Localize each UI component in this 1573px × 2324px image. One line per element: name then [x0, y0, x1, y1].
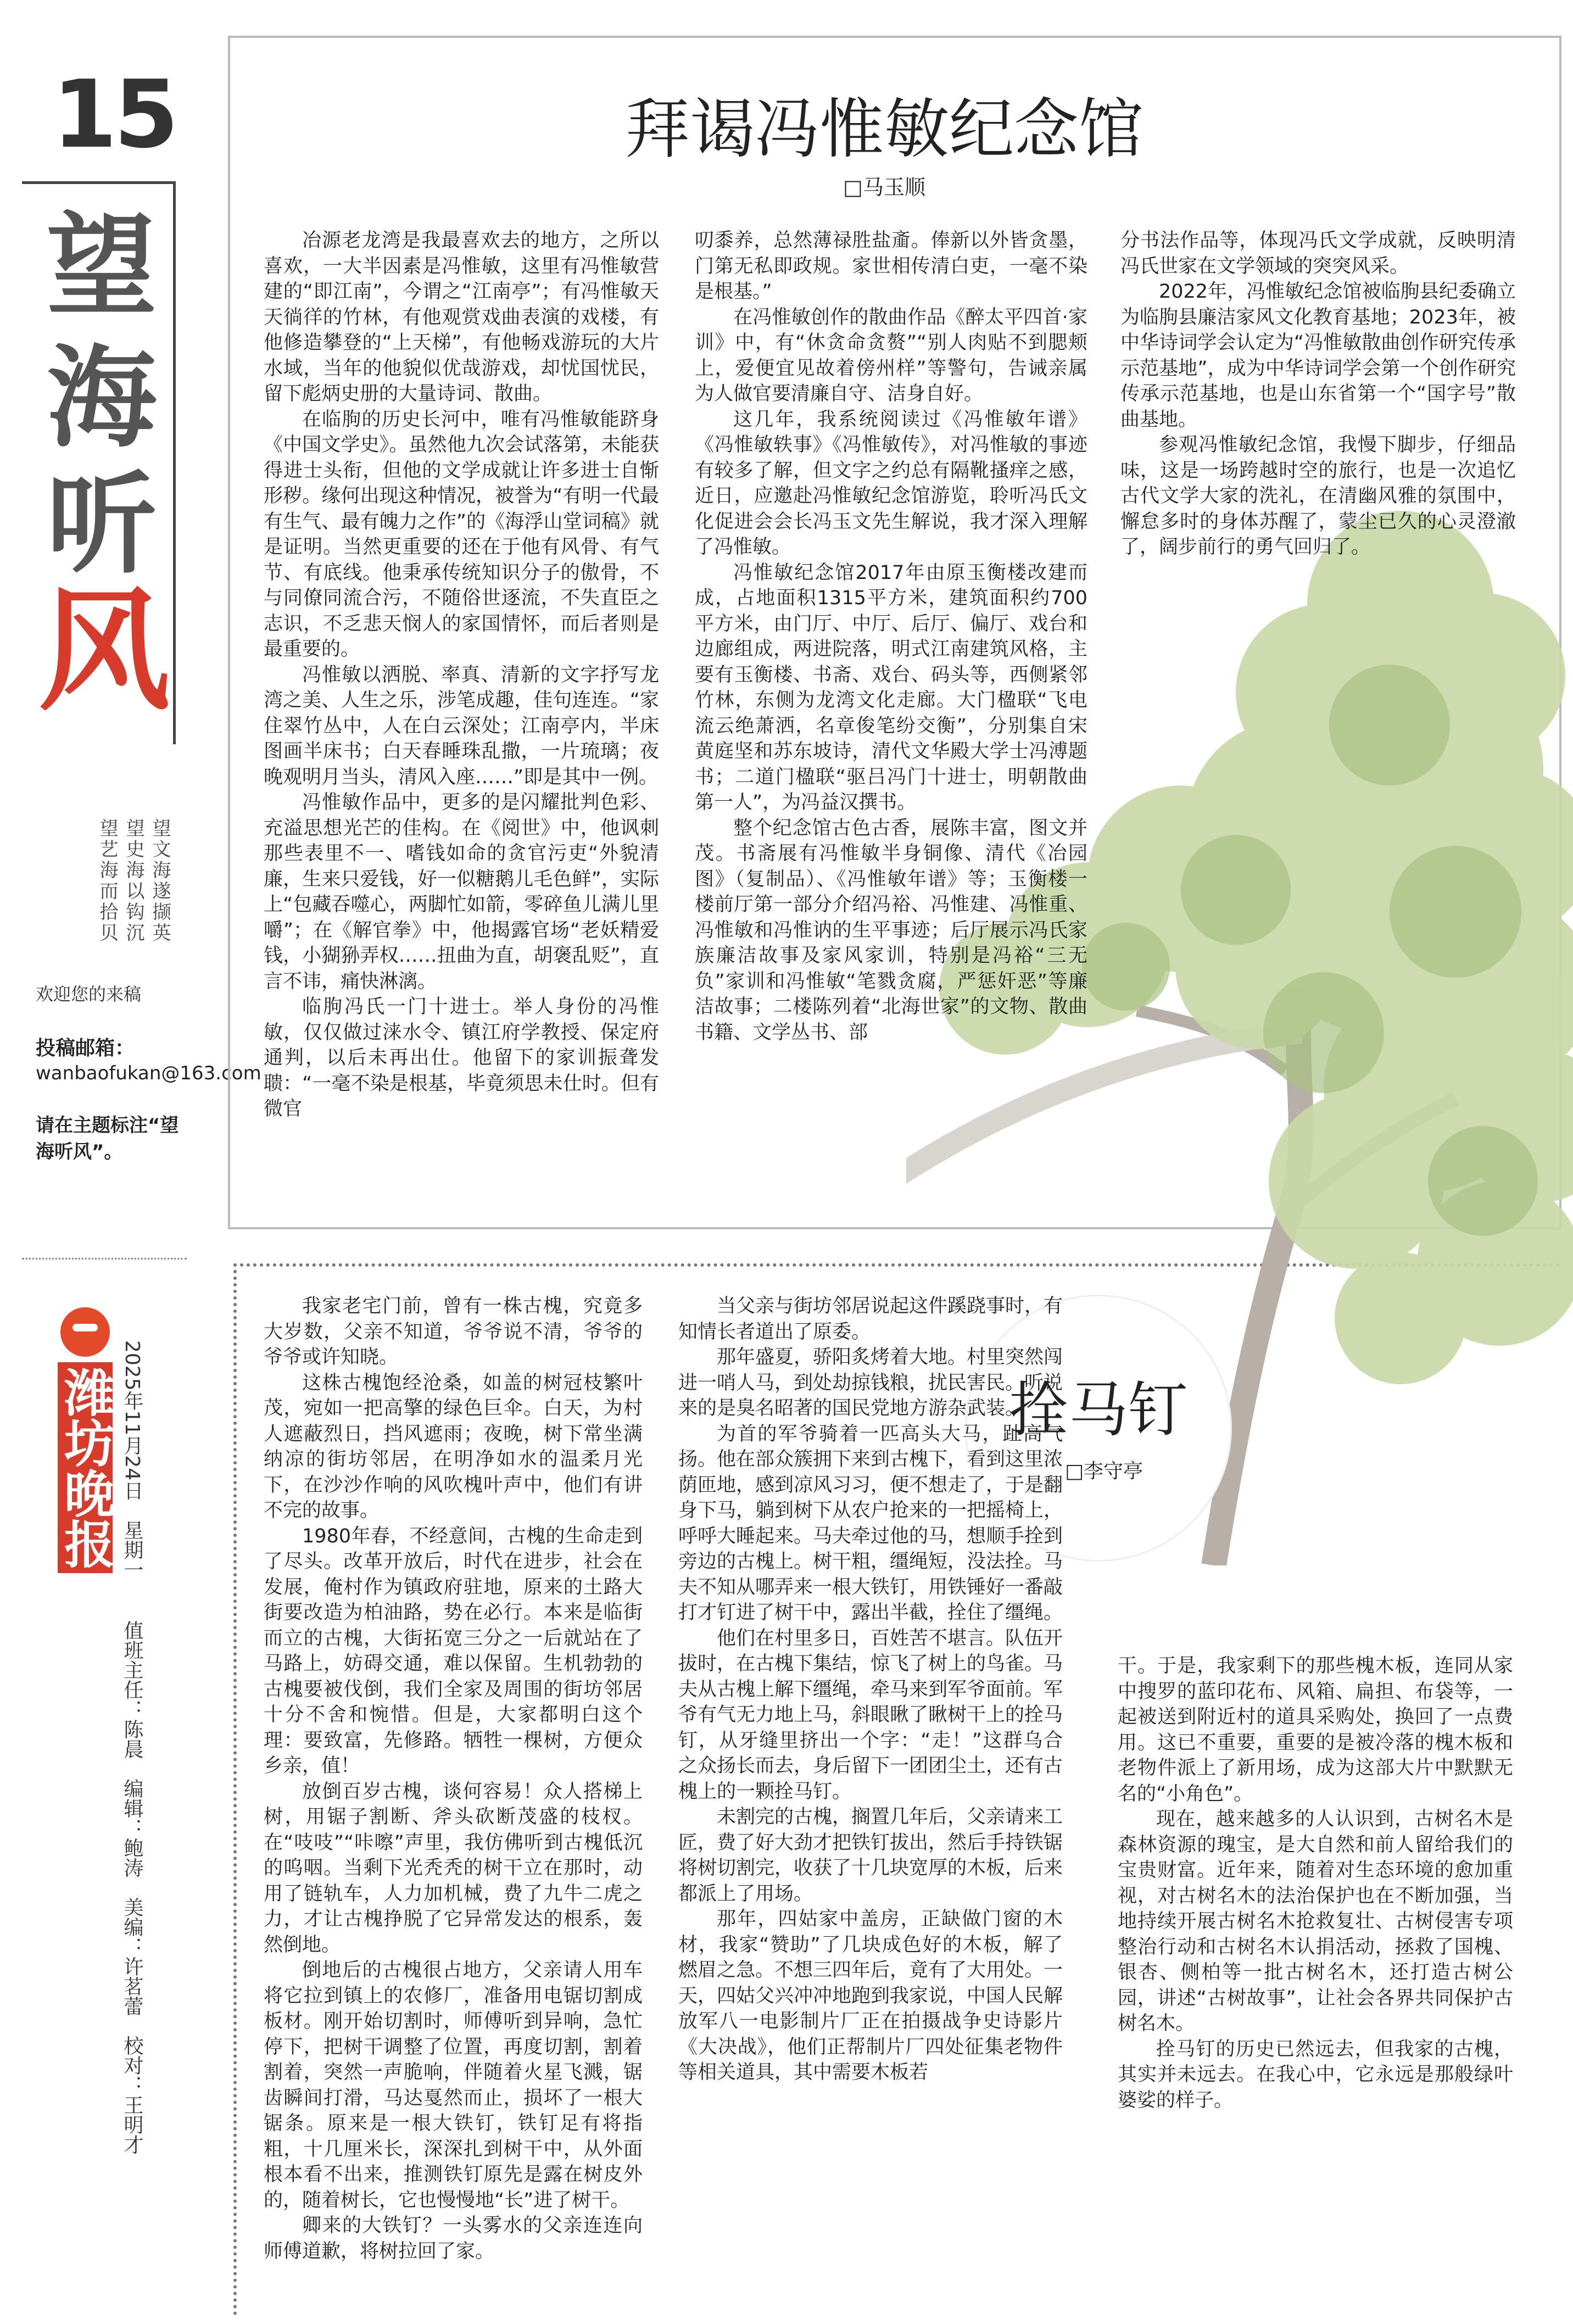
newspaper-name: 潍坊晚报 — [58, 1362, 113, 1573]
paragraph: 拴马钉的历史已然远去，但我家的古槐，其实并未远去。在我心中，它永远是那般绿叶婆娑的样子。 — [1118, 2038, 1513, 2111]
paragraph: 临朐冯氏一门十进士。举人身份的冯惟敏，仅仅做过涞水令、镇江府学教授、保定府通判，以后未再出仕。他留下的家训振聋发聩：“一毫不染是根基，毕竟须思未仕时。但有微官 — [264, 996, 659, 1120]
article2-title: 拴马钉 — [1009, 1376, 1187, 1445]
paragraph: 放倒百岁古槐，谈何容易！众人搭梯上树，用锯子割断、斧头砍断茂盛的枝杈。在“吱吱”“咔嚓”声里，我仿佛听到古槐低沉的呜咽。当剩下光秃秃的树干立在那时，动用了链轨车，人力加机械，费了九牛二虎之力，才让古槐挣脱了它异常发达的根系，轰然倒地。 — [264, 1780, 643, 1956]
section-title-char-4: 风 — [38, 573, 171, 728]
paragraph: 分书法作品等，体现冯氏文学成就，反映明清冯氏世家在文学领域的突突风采。 — [1120, 230, 1516, 277]
paragraph: 冶源老龙湾是我最喜欢去的地方，之所以喜欢，一大半因素是冯惟敏，这里有冯惟敏营建的“即江南”，今谓之“江南亭”；有冯惟敏天天徜徉的竹林，有他观赏戏曲表演的戏楼，有他修造攀登的“上天梯”，有他畅戏游玩的大片水域，当年的他貌似优哉游戏，却忧国忧民，留下彪炳史册的大量诗词、散曲。 — [264, 230, 659, 405]
paragraph: 在临朐的历史长河中，唯有冯惟敏能跻身《中国文学史》。虽然他九次会试落第，未能获得进士头衔，但他的文学成就让许多进士自惭形秽。缘何出现这种情况，被誉为“有明一代最有生气、最有魄力之作”的《海浮山堂词稿》就是证明。当然更重要的还在于他有风骨、有气节、有底线。他秉承传统知识分子的傲骨，不与同僚同流合污，不随俗世逐流，不失直臣之志识，不乏悲天悯人的家国情怀，而后者则是最重要的。 — [264, 408, 659, 660]
paragraph: 冯惟敏以洒脱、率真、清新的文字抒写龙湾之美、人生之乐，涉笔成趣，佳句连连。“家住翠竹丛中，人在白云深处；江南亭内，半床图画半床书；白天春睡珠乱撒，一片琉璃；夜晚观明月当头，清风入座……”即是其中一例。 — [264, 664, 659, 788]
submit-email[interactable]: wanbaofukan@163.com — [36, 1062, 261, 1084]
submit-label: 投稿邮箱： — [36, 1037, 135, 1060]
section-title-char-1: 望 — [46, 202, 157, 331]
paragraph: 现在，越来越多的人认识到，古树名木是森林资源的瑰宝，是大自然和前人留给我们的宝贵财富。近年来，随着对生态环境的愈加重视，对古树名木的法治保护也在不断加强，当地持续开展古树名木抢救复壮、古树侵害专项整治行动和古树名木认捐活动，拯救了国槐、银杏、侧柏等一批古树名木，还打造古树公园，讲述“古树故事”，让社会各界共同保护古树名木。 — [1118, 1808, 1513, 2035]
paragraph: 2022年，冯惟敏纪念馆被临朐县纪委确立为临朐县廉洁家风文化教育基地；2023年，被中华诗词学会认定为“冯惟敏散曲创作研究传承示范基地”，成为中华诗词学会第一个创作研究传承示范基地，也是山东省第一个“国字号”散曲基地。 — [1120, 281, 1516, 431]
paragraph: 冯惟敏作品中，更多的是闪耀批判色彩、充溢思想光芒的佳构。在《阅世》中，他讽刺那些表里不一、嗜钱如命的贪官污吏“外貌清廉，生来只爱钱，好一似糖鹅儿毛色鲜”，实际上“包藏吞噬心，两脚忙如箭，零碎鱼儿满儿里嚼”；在《解官拳》中，他揭露官场“老妖精爱钱，小猢狲弄权……扭曲为直，胡褒乱贬”，直言不讳，痛快淋漓。 — [264, 792, 659, 993]
divider — [22, 1258, 187, 1259]
paragraph: 参观冯惟敏纪念馆，我慢下脚步，仔细品味，这是一场跨越时空的旅行，也是一次追忆古代文学大家的洗礼，在清幽风雅的氛围中，懈怠多时的身体苏醒了，蒙尘已久的心灵澄澈了，阔步前行的勇气回归了。 — [1120, 434, 1516, 558]
article1-column-1 — [264, 228, 659, 1122]
section-motto: 望文海遂撷英 望史海以钩沉 望艺海而拾贝 — [96, 818, 171, 944]
article2-column-1 — [264, 1294, 643, 2264]
paragraph: 整个纪念馆古色古香，展陈丰富，图文并茂。书斋展有冯惟敏半身铜像、清代《冶园图》（复制品）、《冯惟敏年谱》等；玉衡楼一楼前厅第一部分介绍冯裕、冯惟建、冯惟重、冯惟敏和冯惟讷的生平事迹；后厅展示冯氏家族廉洁故事及家风家训，特别是冯裕“三无负”家训和冯惟敏“笔戮贪腐，严惩奸恶”等廉洁故事；二楼陈列着“北海世家”的文物、散曲书籍、文学丛书、部 — [695, 817, 1087, 1044]
paragraph: 在冯惟敏创作的散曲作品《醉太平四首·家训》中，有“休贪命贪赘”“别人肉贴不到腮颊上，爱便宜见故着傍州样”等警句，告诫亲属为人做官要清廉自守、洁身自好。 — [695, 306, 1087, 405]
paragraph: 冯惟敏纪念馆2017年由原玉衡楼改建而成，占地面积1315平方米，建筑面积约700平方米，由门厅、中厅、后厅、偏厅、戏台和边廊组成，两进院落，明式江南建筑风格，主要有玉衡楼、书斋、戏台、码头等，西侧紧邻竹林，东侧为龙湾文化走廊。大门楹联“飞电流云绝萧洒，名章俊笔纷交衡”，分别集自宋黄庭坚和苏东坡诗，清代文华殿大学士冯溥题书；二道门楹联“驱吕冯门十进士，明朝散曲第一人”，为冯益汉撰书。 — [695, 561, 1087, 813]
article2-author: □李守亭 — [1064, 1460, 1143, 1483]
staff-credits: 值班主任：陈晨 编辑：鲍涛 美编：许茗蕾 校对：王明才 — [121, 1620, 143, 2154]
paragraph: 那年盛夏，骄阳炙烤着大地。村里突然闯进一哨人马，到处劫掠钱粮，扰民害民。听说来的是臭名昭著的国民党地方游杂武装。 — [678, 1346, 1063, 1419]
article2-column-2 — [678, 1294, 1063, 2086]
article1-column-3 — [1120, 228, 1516, 560]
paragraph: 为首的军爷骑着一匹高头大马，趾高气扬。他在部众簇拥下来到古槐下，看到这里浓荫匝地，感到凉风习习，便不想走了，于是翻身下马，躺到树下从农户抢来的一把摇椅上，呼呼大睡起来。马夫牵过他的马，想顺手拴到旁边的古槐上。树干粗，缰绳短，没法拴。马夫不知从哪弄来一根大铁钉，用铁锤好一番敲打才钉进了树干中，露出半截，拴住了缰绳。 — [678, 1423, 1063, 1624]
paragraph: 当父亲与街坊邻居说起这件蹊跷事时，有知情长者道出了原委。 — [678, 1295, 1063, 1343]
paragraph: 那年，四姑家中盖房，正缺做门窗的木材，我家“赞助”了几块成色好的木板，解了燃眉之急。不想三四年后，竟有了大用处。一天，四姑父兴冲冲地跑到我家说，中国人民解放军八一电影制片厂正在拍摄战争史诗影片《大决战》，他们正帮制片厂四处征集老物件等相关道具，其中需要木板若 — [678, 1908, 1063, 2083]
paragraph: 叨黍养，总然薄禄胜盐齑。俸新以外皆贪墨，门第无私即政规。家世相传清白吏，一毫不染是根基。” — [695, 230, 1087, 303]
logo-icon — [60, 1307, 110, 1357]
newspaper-logo — [47, 1307, 124, 1593]
article1-title: 拜谒冯惟敏纪念馆 — [624, 91, 1144, 167]
section-title-char-3: 听 — [46, 460, 157, 589]
page-number: 15 — [52, 60, 176, 169]
article1-column-2 — [695, 228, 1087, 1045]
paragraph: 1980年春，不经意间，古槐的生命走到了尽头。改革开放后，时代在进步，社会在发展，俺村作为镇政府驻地，原来的土路大街要改造为柏油路，势在必行。本来是临街而立的古槐，大街拓宽三分之一后就站在了马路上，妨碍交通，难以保留。生机勃勃的古槐要被伐倒，我们全家及周围的街坊邻居十分不舍和惋惜。但是，大家都明白这个理：要致富，先修路。牺牲一棵树，方便众乡亲，值！ — [264, 1525, 643, 1777]
section-title-char-2: 海 — [46, 333, 157, 462]
article1-author: □马玉顺 — [843, 175, 925, 199]
paragraph: 这株古槐饱经沧桑，如盖的树冠枝繁叶茂，宛如一把高擎的绿色巨伞。白天，为村人遮蔽烈日，挡风遮雨；夜晚，树下常坐满纳凉的街坊邻居，在明净如水的温柔月光下，在沙沙作响的风吹槐叶声中，他们有讲不完的故事。 — [264, 1372, 643, 1522]
paragraph: 倒地后的古槐很占地方，父亲请人用车将它拉到镇上的农修厂，准备用电锯切割成板材。刚开始切割时，师傅听到异响，急忙停下，把树干调整了位置，再度切割，割着割着，突然一声脆响，伴随着火星飞溅，锯齿瞬间打滑，马达戛然而止，损坏了一根大锯条。原来是一根大铁钉，铁钉足有将指粗，十几厘米长，深深扎到树干中，从外面根本看不出来，推测铁钉原先是露在树皮外的，随着树长，它也慢慢地“长”进了树干。 — [264, 1959, 643, 2211]
paragraph: 我家老宅门前，曾有一株古槐，究竟多大岁数，父亲不知道，爷爷说不清，爷爷的爷爷或许知晓。 — [264, 1295, 643, 1368]
paragraph: 未割完的古槐，搁置几年后，父亲请来工匠，费了好大劲才把铁钉拔出，然后手持铁锯将树切割完，收获了十几块宽厚的木板，后来都派上了用场。 — [678, 1806, 1063, 1905]
article2-column-3 — [1118, 1653, 1513, 2113]
welcome-text: 欢迎您的来稿 — [36, 984, 142, 1005]
issue-date: 2025年11月24日 星期一 — [121, 1340, 143, 1580]
paragraph: 卿来的大铁钉？一头雾水的父亲连连向师傅道歉，将树拉回了家。 — [264, 2215, 643, 2262]
paragraph: 他们在村里多日，百姓苦不堪言。队伍开拔时，在古槐下集结，惊飞了树上的鸟雀。马夫从古槐上解下缰绳，牵马来到军爷面前。军爷有气无力地上马，斜眼瞅了瞅树干上的拴马钉，从牙缝里挤出一个字：“走！”这群乌合之众扬长而去，身后留下一团团尘土，还有古槐上的一颗拴马钉。 — [678, 1627, 1063, 1803]
paragraph: 干。于是，我家剩下的那些槐木板，连同从家中搜罗的蓝印花布、风箱、扁担、布袋等，一起被送到附近村的道具采购处，换回了一点费用。这已不重要，重要的是被冷落的槐木板和老物件派上了新用场，成为这部大片中默默无名的“小角色”。 — [1118, 1655, 1513, 1805]
submit-note: 请在主题标注“望海听风”。 — [36, 1114, 179, 1163]
paragraph: 这几年，我系统阅读过《冯惟敏年谱》《冯惟敏轶事》《冯惟敏传》，对冯惟敏的事迹有较多了解，但文字之约总有隔靴搔痒之感，近日，应邀赴冯惟敏纪念馆游览，聆听冯氏文化促进会会长冯玉文先生解说，我才深入理解了冯惟敏。 — [695, 408, 1087, 558]
